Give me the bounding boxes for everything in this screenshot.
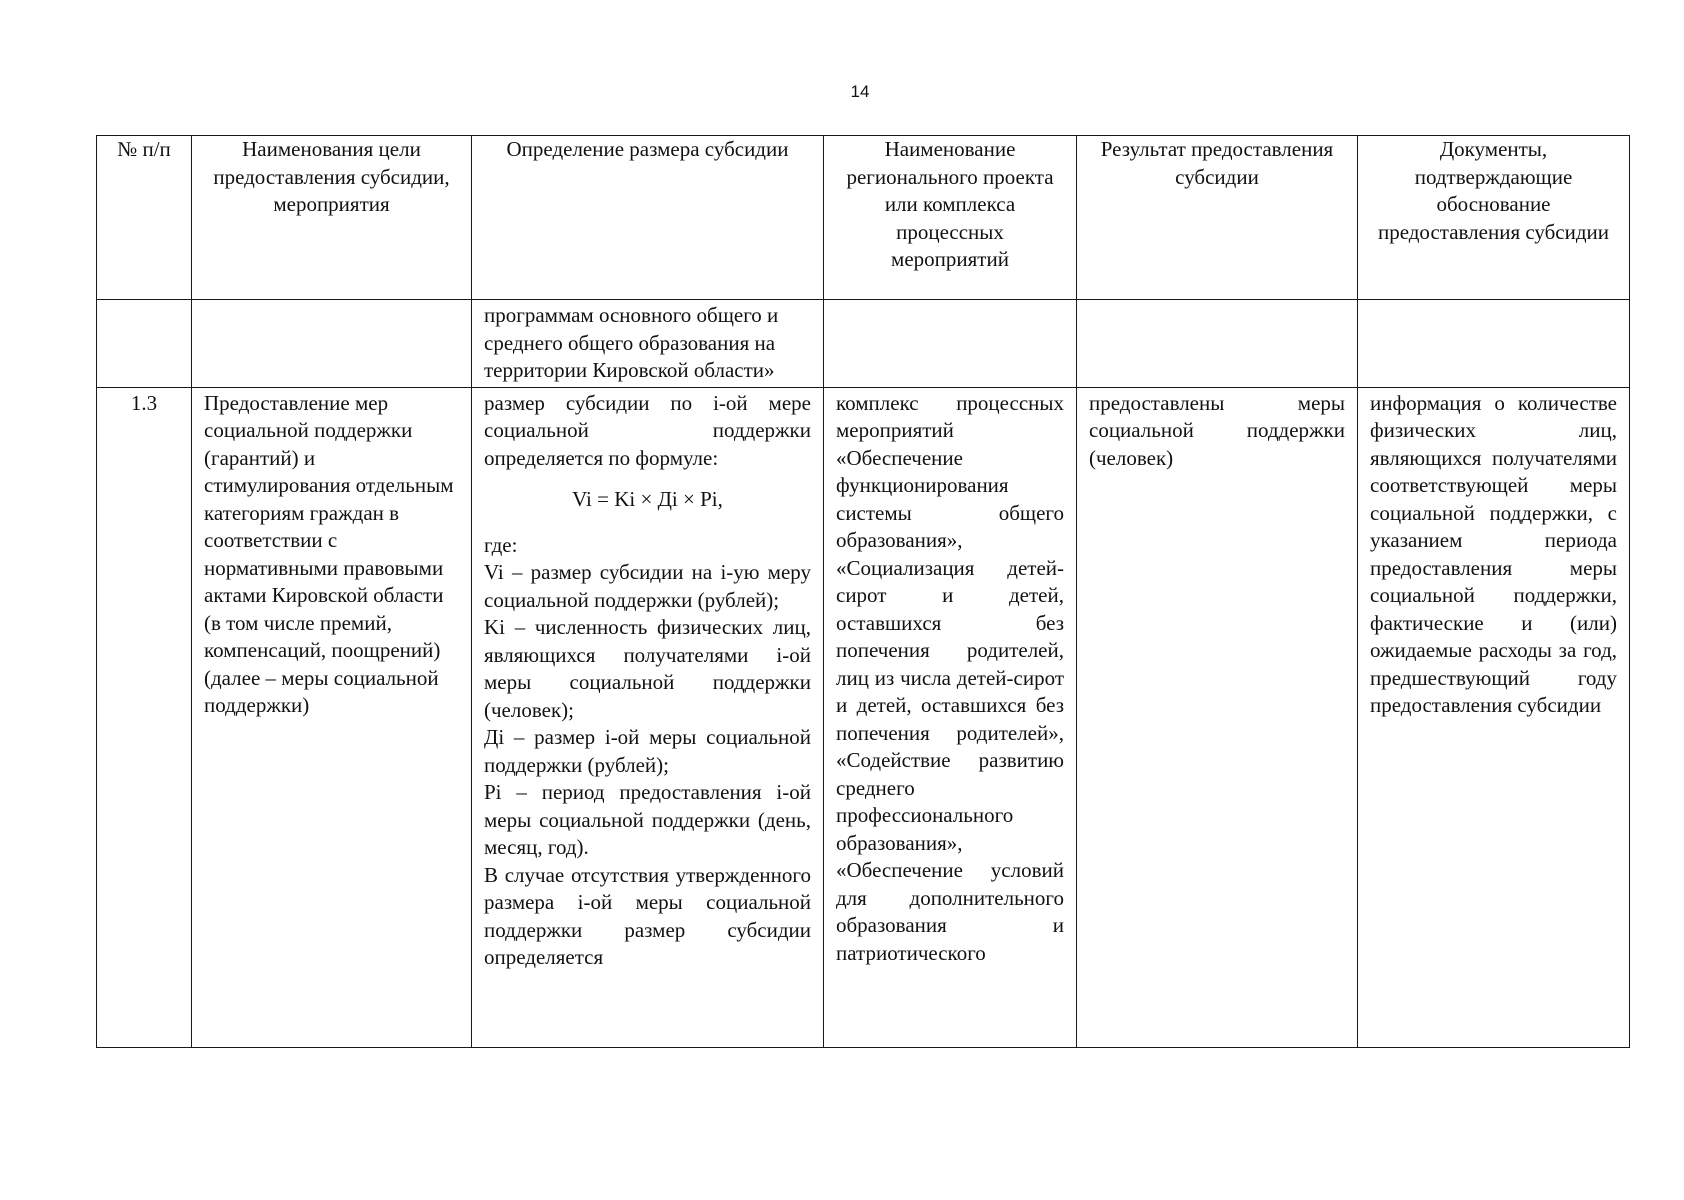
cell-empty (192, 300, 472, 388)
header-goal: Наименования цели предоставления субсидии, мероприятия (192, 136, 472, 300)
cell-project (824, 387, 1077, 1047)
page-number: 14 (850, 82, 870, 101)
size-intro: размер субсидии по i-ой мере социальной поддержки определяется по формуле: (484, 390, 811, 470)
table-row-continuation (97, 300, 1630, 388)
definition-pi: Pi – период предоставления i-ой меры социальной поддержки (день, месяц, год). (484, 780, 811, 859)
cell-documents (1358, 387, 1630, 1047)
definition-di: Дi – размер i-ой меры социальной поддержки (рублей); (484, 725, 811, 777)
cell-number: 1.3 (97, 387, 192, 1047)
subsidy-table (96, 135, 1630, 1048)
table-header-row (97, 136, 1630, 300)
header-documents: Документы, подтверждающие обоснование предоставления субсидии (1358, 136, 1630, 300)
cell-size (472, 387, 824, 1047)
header-number: № п/п (97, 136, 192, 300)
cell-empty (97, 300, 192, 388)
table-row-1-3 (97, 387, 1630, 1047)
cell-size-continuation: программам основного общего и среднего общего образования на территории Кировской области» (472, 300, 824, 388)
documents-text: информация о количестве физических лиц, являющихся получателями соответствующей меры социальной поддержки, с указанием периода предоставления меры социальной поддержки, фактические и (или) ожидаемые расходы за год, предшествующий году предоставления субсидии (1370, 390, 1617, 717)
definition-vi: Vi – размер субсидии на i-ую меру социальной поддержки (рублей); (484, 560, 811, 612)
absence-note: В случае отсутствия утвержденного размера i-ой меры социальной поддержки размер субсидии определяется (484, 862, 811, 969)
cell-goal: Предоставление мер социальной поддержки (гарантий) и стимулирования отдельным категориям граждан в соответствии с нормативными правовыми актами Кировской области (в том числе премий, компенсаций, поощрений) (далее – меры социальной поддержки) (192, 387, 472, 1047)
definition-ki: Ki – численность физических лиц, являющихся получателями i-ой меры социальной поддержки (человек); (484, 615, 811, 722)
project-text: комплекс процессных мероприятий «Обеспечение функционирования системы общего образования», «Социализация детей-сирот и детей, оставшихся без попечения родителей, лиц из числа детей-сирот и детей, оставшихся без попечения родителей», «Содействие развитию среднего профессионального образования», «Обеспечение условий для дополнительного образования и патриотического (836, 390, 1064, 965)
header-project: Наименование регионального проекта или комплекса процессных мероприятий (824, 136, 1077, 300)
cell-result (1077, 387, 1358, 1047)
cell-empty (1077, 300, 1358, 388)
cell-empty (1358, 300, 1630, 388)
result-text: предоставлены меры социальной поддержки (человек) (1089, 390, 1345, 470)
header-size: Определение размера субсидии (472, 136, 824, 300)
where-label: где: (484, 532, 518, 557)
cell-empty (824, 300, 1077, 388)
header-result: Результат предоставления субсидии (1077, 136, 1358, 300)
subsidy-formula: Vi = Ki × Дi × Pi, (572, 487, 723, 511)
